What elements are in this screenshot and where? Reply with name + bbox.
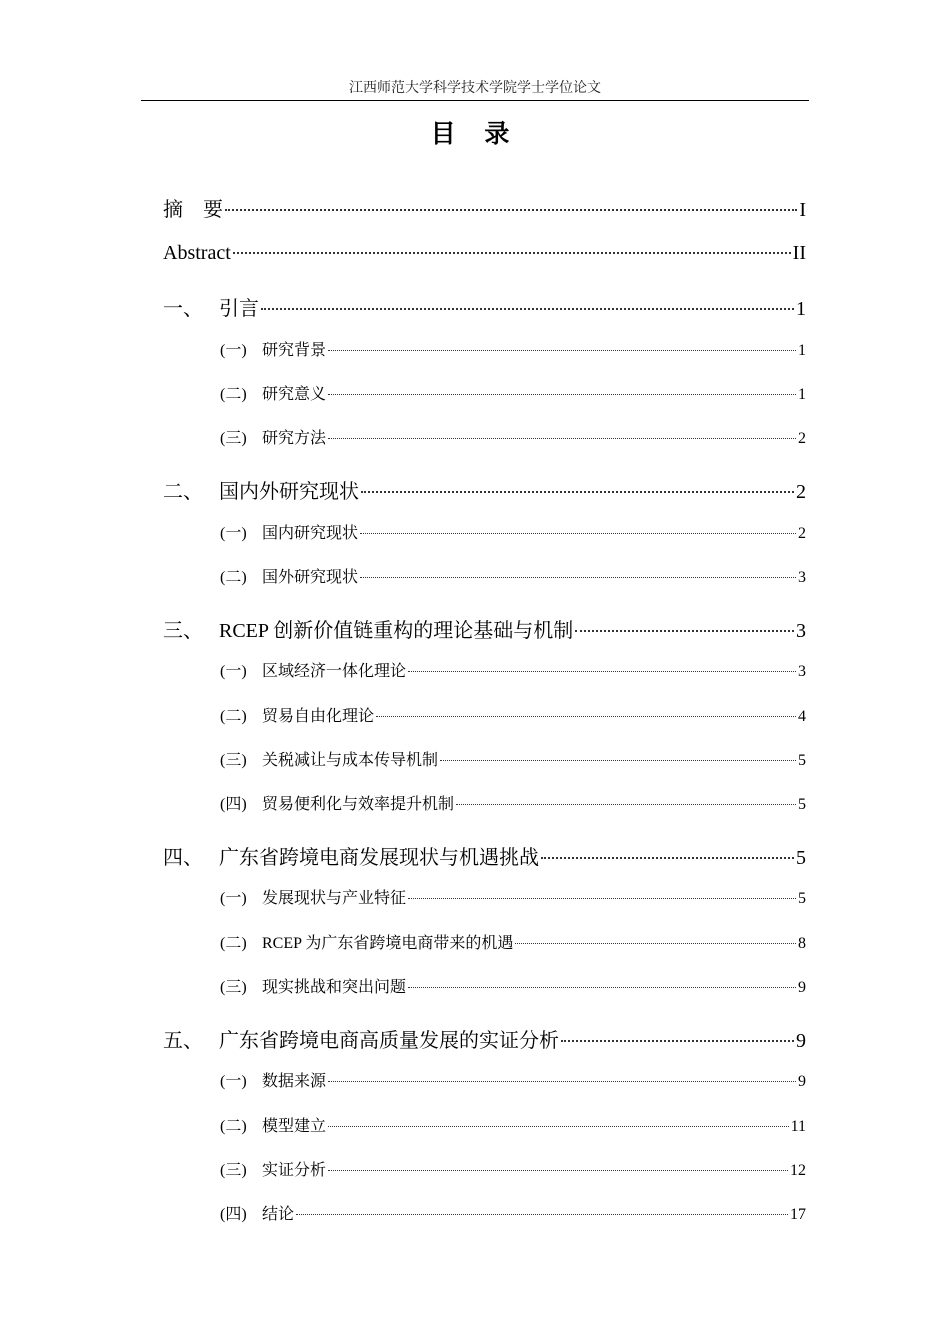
- toc-entry-page-number: 3: [798, 569, 806, 586]
- toc-entry-page-number: I: [799, 199, 806, 221]
- toc-entry-page-number: 11: [790, 1118, 806, 1135]
- toc-dot-leader: [541, 857, 794, 859]
- toc-entry-page-number: 9: [796, 1030, 806, 1052]
- toc-entry-number: 五、: [163, 1028, 203, 1052]
- toc-dot-leader: [575, 630, 794, 632]
- toc-chapter-entry[interactable]: [163, 242, 806, 265]
- toc-entry-page-number: 2: [798, 430, 806, 447]
- toc-section-entry[interactable]: [220, 1157, 806, 1180]
- toc-entry-page-number: 9: [798, 979, 806, 996]
- toc-entry-page-number: 4: [798, 708, 806, 725]
- toc-dot-leader: [408, 671, 796, 672]
- toc-dot-leader: [361, 491, 794, 493]
- toc-entry-number: 二、: [163, 479, 203, 503]
- toc-entry-number: (一): [220, 1073, 247, 1090]
- toc-dot-leader: [515, 943, 796, 944]
- toc-dot-leader: [328, 350, 796, 351]
- toc-entry-label: 研究方法: [262, 428, 327, 447]
- toc-entry-number: 三、: [163, 618, 203, 642]
- toc-entry-label: 研究意义: [262, 384, 327, 403]
- toc-dot-leader: [561, 1040, 794, 1042]
- toc-title: 目 录: [430, 119, 520, 148]
- toc-dot-leader: [408, 898, 796, 899]
- toc-dot-leader: [296, 1214, 788, 1215]
- toc-dot-leader: [440, 760, 796, 761]
- toc-dot-leader: [360, 533, 796, 534]
- toc-entry-number: (二): [220, 935, 247, 952]
- toc-section-entry[interactable]: [220, 520, 806, 543]
- toc-dot-leader: [328, 1126, 789, 1127]
- toc-dot-leader: [328, 1170, 788, 1171]
- toc-section-entry[interactable]: [220, 930, 806, 953]
- toc-entry-page-number: 1: [796, 298, 806, 320]
- toc-entry-page-number: 17: [790, 1206, 806, 1223]
- toc-entry-page-number: 3: [796, 620, 806, 642]
- toc-entry-label: 研究背景: [262, 340, 327, 359]
- toc-entry-number: (一): [220, 663, 247, 680]
- toc-section-entry[interactable]: [220, 1201, 806, 1224]
- running-header: 江西师范大学科学技术学院学士学位论文: [349, 81, 601, 96]
- toc-entry-label: RCEP 为广东省跨境电商带来的机遇: [262, 935, 514, 952]
- toc-entry-page-number: 8: [798, 935, 806, 952]
- toc-entry-number: (二): [220, 386, 247, 403]
- toc-entry-number: (四): [220, 796, 247, 813]
- toc-dot-leader: [360, 577, 796, 578]
- toc-entry-label: 区域经济一体化理论: [262, 661, 407, 680]
- toc-entry-label: 摘 要: [163, 197, 223, 221]
- toc-entry-number: (二): [220, 1118, 247, 1135]
- toc-entry-number: (三): [220, 430, 247, 447]
- toc-entry-number: (二): [220, 569, 247, 586]
- toc-entry-label: 结论: [262, 1204, 295, 1223]
- toc-entry-number: (三): [220, 752, 247, 769]
- toc-entry-page-number: 1: [798, 386, 806, 403]
- toc-dot-leader: [328, 438, 796, 439]
- toc-chapter-entry[interactable]: [163, 292, 806, 321]
- toc-entry-page-number: 1: [798, 342, 806, 359]
- toc-entry-label: Abstract: [163, 242, 231, 264]
- toc-section-entry[interactable]: [220, 974, 806, 997]
- toc-entry-label: 贸易便利化与效率提升机制: [262, 794, 455, 813]
- toc-section-entry[interactable]: [220, 425, 806, 448]
- toc-section-entry[interactable]: [220, 703, 806, 726]
- toc-entry-number: (一): [220, 342, 247, 359]
- toc-entry-page-number: 3: [798, 663, 806, 680]
- toc-entry-page-number: 2: [796, 481, 806, 503]
- toc-entry-number: 一、: [163, 296, 203, 320]
- toc-section-entry[interactable]: [220, 658, 806, 681]
- toc-dot-leader: [376, 716, 796, 717]
- toc-entry-page-number: 12: [790, 1162, 806, 1179]
- toc-entry-label: 模型建立: [262, 1116, 327, 1135]
- toc-chapter-entry[interactable]: [163, 1024, 806, 1053]
- toc-entry-number: (三): [220, 1162, 247, 1179]
- toc-entry-number: (一): [220, 525, 247, 542]
- toc-section-entry[interactable]: [220, 381, 806, 404]
- toc-dot-leader: [328, 1081, 796, 1082]
- toc-section-entry[interactable]: [220, 564, 806, 587]
- toc-entry-page-number: 2: [798, 525, 806, 542]
- toc-entry-label: 广东省跨境电商发展现状与机遇挑战: [219, 845, 539, 869]
- toc-dot-leader: [456, 804, 796, 805]
- toc-entry-label: 数据来源: [262, 1071, 327, 1090]
- toc-entry-page-number: 5: [798, 890, 806, 907]
- toc-chapter-entry[interactable]: [163, 193, 806, 222]
- toc-entry-number: (一): [220, 890, 247, 907]
- toc-entry-number: (二): [220, 708, 247, 725]
- toc-dot-leader: [225, 209, 797, 211]
- toc-entry-label: 国外研究现状: [262, 567, 359, 586]
- toc-entry-label: 引言: [219, 296, 259, 320]
- toc-section-entry[interactable]: [220, 337, 806, 360]
- toc-entry-label: 国内外研究现状: [219, 479, 359, 503]
- toc-entry-page-number: 5: [798, 796, 806, 813]
- toc-entry-number: (四): [220, 1206, 247, 1223]
- toc-entry-label: RCEP 创新价值链重构的理论基础与机制: [219, 620, 574, 642]
- toc-chapter-entry[interactable]: [163, 475, 806, 504]
- toc-entry-label: 关税减让与成本传导机制: [262, 750, 439, 769]
- toc-entry-label: 发展现状与产业特征: [262, 888, 407, 907]
- toc-entry-page-number: 5: [798, 752, 806, 769]
- toc-entry-page-number: II: [792, 242, 806, 264]
- toc-entry-number: (三): [220, 979, 247, 996]
- toc-section-entry[interactable]: [220, 747, 806, 770]
- toc-section-entry[interactable]: [220, 791, 806, 814]
- toc-section-entry[interactable]: [220, 1113, 806, 1136]
- toc-dot-leader: [328, 394, 796, 395]
- toc-chapter-entry[interactable]: [163, 614, 806, 643]
- toc-dot-leader: [408, 987, 796, 988]
- toc-entry-label: 广东省跨境电商高质量发展的实证分析: [219, 1028, 559, 1052]
- toc-entry-number: 四、: [163, 845, 203, 869]
- toc-entry-page-number: 5: [796, 847, 806, 869]
- toc-dot-leader: [233, 252, 791, 254]
- toc-entry-label: 贸易自由化理论: [262, 706, 375, 725]
- toc-entry-label: 国内研究现状: [262, 523, 359, 542]
- toc-entry-label: 现实挑战和突出问题: [262, 977, 407, 996]
- toc-section-entry[interactable]: [220, 885, 806, 908]
- toc-dot-leader: [261, 308, 794, 310]
- toc-entry-label: 实证分析: [262, 1160, 327, 1179]
- toc-chapter-entry[interactable]: [163, 841, 806, 870]
- header-rule: [141, 100, 809, 101]
- toc-section-entry[interactable]: [220, 1068, 806, 1091]
- toc-entry-page-number: 9: [798, 1073, 806, 1090]
